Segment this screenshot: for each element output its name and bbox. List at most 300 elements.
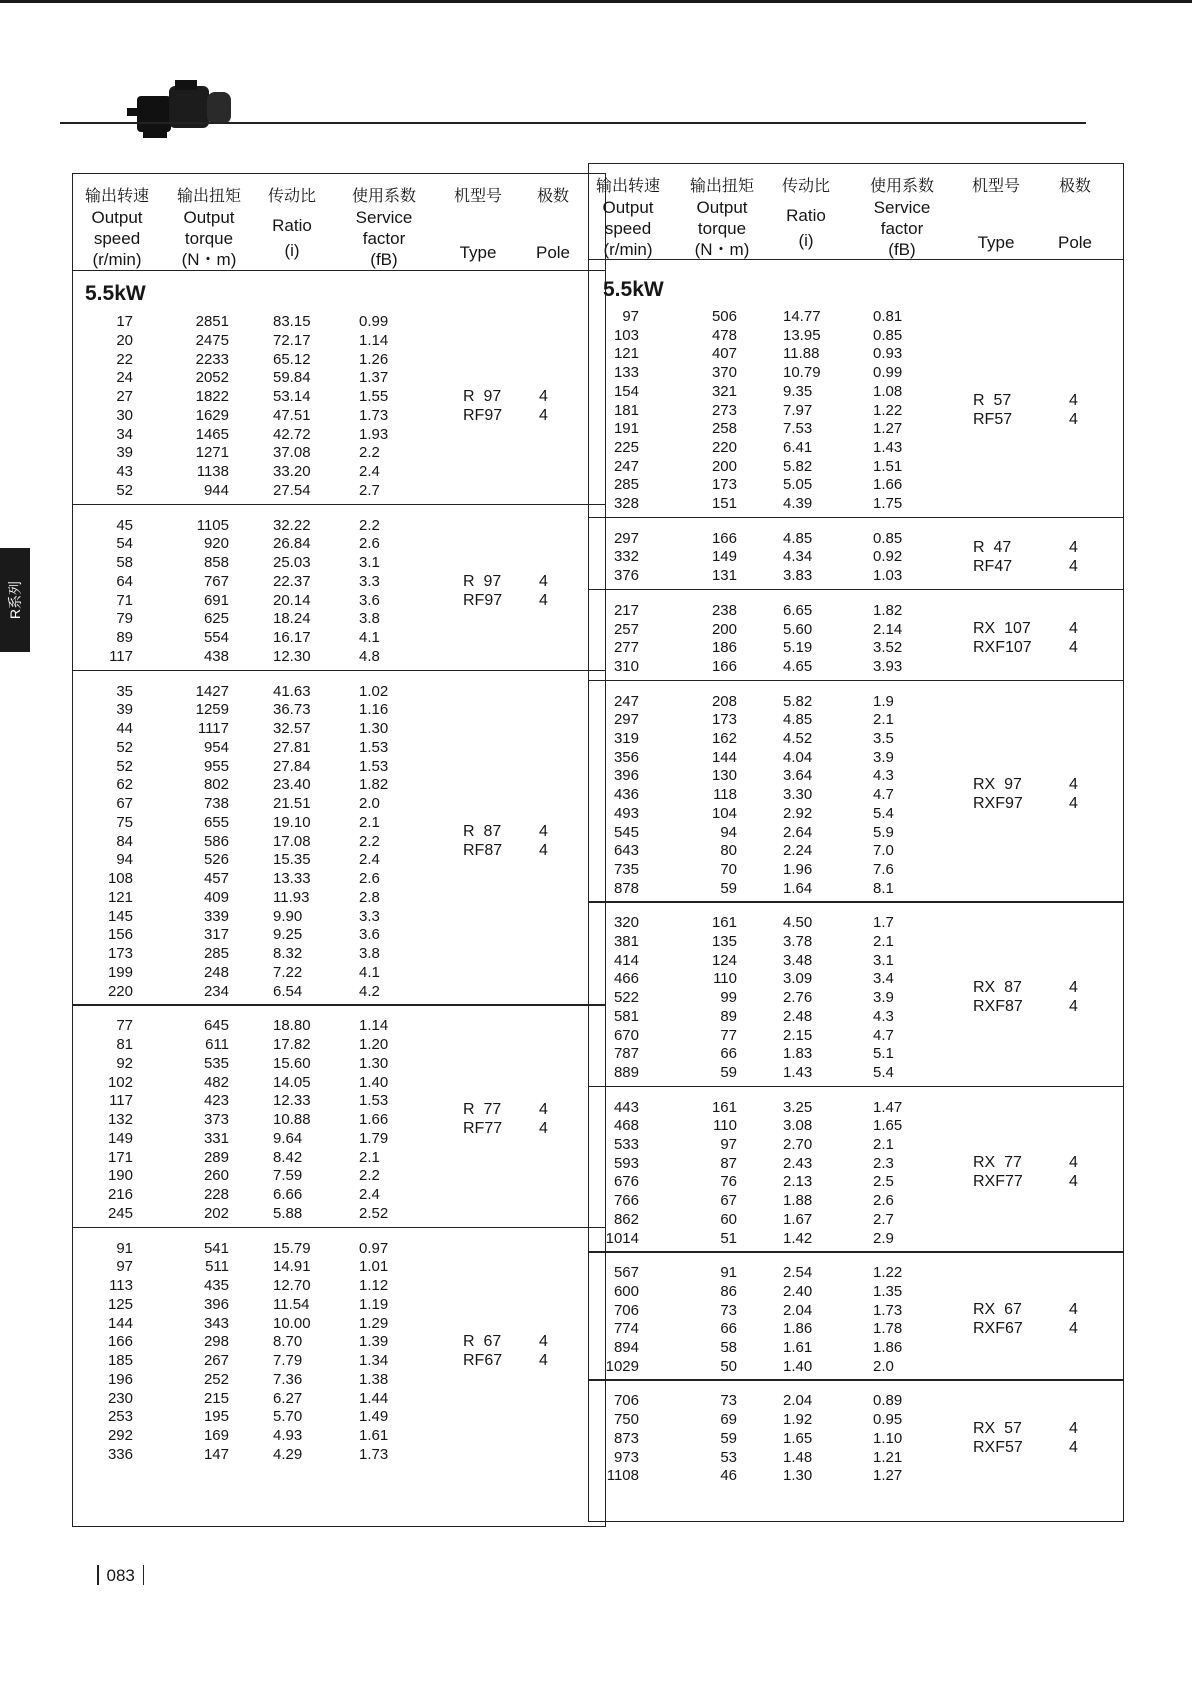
ratio-cell: 4.39: [783, 495, 813, 512]
model-type-line: [463, 1351, 559, 1370]
ratio-cell: 1.96: [783, 860, 813, 878]
group-divider: [73, 1227, 605, 1229]
torque-cell: 2233: [195, 350, 229, 368]
model-type-name: R 97: [463, 572, 502, 590]
factor-cell: 2.2: [359, 1167, 380, 1185]
ratio-cell: 32.57: [273, 720, 311, 737]
col-torque-unit: (N・m): [694, 240, 750, 259]
ratio-cell: 12.33: [273, 1092, 311, 1110]
ratio-cell: 32.22: [273, 516, 311, 534]
ratio-cell: 11.54: [273, 1295, 310, 1313]
power-rating: 5.5kW: [603, 278, 664, 301]
torque-cell: 267: [203, 1352, 229, 1369]
torque-cell: 248: [203, 963, 229, 981]
pole-value: 4: [539, 1120, 548, 1138]
factor-cell: 1.29: [359, 1314, 389, 1332]
ratio-cell: 3.83: [783, 567, 813, 585]
speed-cell: 181: [613, 401, 639, 419]
pole-value: 4: [1069, 620, 1078, 638]
ratio-cell: 7.53: [783, 420, 813, 438]
torque-cell: 331: [203, 1129, 229, 1147]
speed-cell: 522: [613, 989, 639, 1007]
factor-cell: 1.21: [873, 1448, 903, 1466]
model-type-block: [463, 1332, 559, 1370]
torque-cell: 46: [720, 1467, 737, 1485]
speed-cell: 676: [613, 1173, 639, 1191]
ratio-cell: 42.72: [273, 425, 311, 443]
torque-cell: 73: [720, 1301, 737, 1319]
speed-cell: 117: [109, 1092, 133, 1110]
col-ratio-cn: 传动比: [781, 178, 830, 195]
ratio-cell: 1.42: [783, 1229, 813, 1247]
torque-cell: 228: [203, 1186, 229, 1203]
speed-cell: 466: [613, 970, 639, 988]
factor-cell: 3.9: [873, 748, 894, 766]
pole-value: 4: [1069, 410, 1078, 428]
factor-cell: 0.92: [873, 548, 903, 566]
speed-cell: 253: [107, 1408, 133, 1426]
model-type-line: [973, 1319, 1089, 1338]
group-divider: [73, 1004, 605, 1006]
factor-cell: 2.6: [359, 535, 380, 553]
model-type-name: RF87: [463, 841, 503, 859]
factor-cell: 1.66: [359, 1111, 389, 1128]
ratio-cell: 9.90: [273, 907, 303, 925]
torque-cell: 1105: [196, 516, 229, 534]
speed-cell: 310: [613, 657, 639, 675]
pole-value: 4: [1069, 979, 1078, 997]
model-type-block: [463, 822, 559, 860]
torque-cell: 457: [203, 870, 229, 887]
torque-cell: 215: [203, 1389, 229, 1407]
factor-cell: 1.37: [359, 369, 389, 387]
left-table: [72, 173, 606, 1527]
ratio-cell: 4.50: [783, 914, 813, 932]
speed-cell: 225: [613, 438, 639, 456]
col-ratio-en: Ratio: [786, 206, 826, 225]
speed-cell: 862: [613, 1210, 639, 1228]
torque-cell: 149: [711, 548, 737, 566]
model-type-name: RX 67: [973, 1301, 1022, 1319]
speed-cell: 297: [613, 711, 639, 729]
speed-cell: 71: [116, 591, 133, 609]
torque-cell: 1117: [197, 720, 229, 737]
factor-cell: 2.1: [359, 1148, 380, 1166]
factor-cell: 1.78: [873, 1320, 903, 1338]
factor-cell: 1.27: [873, 420, 903, 438]
ratio-cell: 15.79: [273, 1239, 311, 1257]
ratio-cell: 53.14: [273, 388, 311, 405]
ratio-cell: 10.79: [783, 364, 821, 382]
torque-cell: 173: [711, 711, 737, 729]
speed-cell: 39: [116, 701, 133, 719]
ratio-cell: 14.91: [273, 1258, 311, 1276]
speed-cell: 91: [116, 1239, 133, 1257]
model-type-name: RXF97: [973, 795, 1023, 813]
speed-cell: 297: [613, 529, 639, 547]
model-type-name: RX 77: [973, 1154, 1022, 1172]
speed-cell: 600: [613, 1282, 639, 1300]
ratio-cell: 5.60: [783, 620, 813, 638]
ratio-cell: 27.84: [273, 757, 311, 775]
model-type-name: RXF67: [973, 1320, 1023, 1338]
ratio-cell: 8.70: [273, 1333, 303, 1351]
torque-cell: 409: [203, 888, 229, 906]
pole-value: 4: [1069, 795, 1078, 813]
factor-cell: 0.85: [873, 529, 903, 547]
torque-cell: 252: [203, 1370, 229, 1388]
speed-cell: 196: [107, 1370, 133, 1388]
group-divider: [589, 680, 1123, 682]
torque-cell: 289: [203, 1148, 229, 1166]
torque-cell: 118: [713, 786, 737, 804]
model-type-block: [973, 1300, 1089, 1338]
page-top-edge: [0, 0, 1192, 3]
factor-cell: 2.0: [359, 795, 380, 812]
factor-cell: 5.4: [873, 1063, 894, 1081]
speed-cell: 113: [109, 1277, 133, 1294]
model-type-line: [463, 1100, 559, 1119]
factor-cell: 2.4: [359, 463, 380, 480]
speed-cell: 102: [107, 1073, 133, 1091]
model-type-block: [463, 1100, 559, 1138]
factor-cell: 1.66: [873, 476, 903, 494]
speed-cell: 774: [613, 1320, 639, 1338]
torque-cell: 173: [711, 476, 737, 494]
torque-cell: 554: [203, 629, 229, 646]
ratio-cell: 2.70: [783, 1136, 813, 1153]
ratio-cell: 41.63: [273, 682, 311, 700]
ratio-cell: 47.51: [273, 406, 311, 424]
ratio-cell: 6.41: [783, 438, 813, 456]
torque-cell: 195: [203, 1408, 229, 1426]
model-type-line: [973, 1300, 1089, 1319]
factor-cell: 1.44: [359, 1389, 389, 1407]
torque-cell: 535: [203, 1054, 229, 1072]
factor-cell: 1.19: [359, 1295, 389, 1313]
ratio-cell: 25.03: [273, 554, 311, 571]
speed-cell: 45: [116, 516, 133, 534]
torque-cell: 208: [711, 692, 737, 710]
speed-cell: 643: [613, 842, 639, 860]
speed-cell: 27: [116, 388, 133, 405]
model-type-block: [973, 978, 1089, 1016]
factor-cell: 1.51: [873, 457, 903, 475]
factor-cell: 7.6: [873, 860, 894, 878]
speed-cell: 414: [613, 951, 639, 969]
torque-cell: 77: [720, 1026, 737, 1044]
pole-value: 4: [1069, 998, 1078, 1016]
speed-cell: 217: [613, 601, 639, 619]
torque-cell: 625: [203, 610, 229, 628]
torque-cell: 130: [711, 767, 737, 785]
factor-cell: 2.6: [873, 1192, 894, 1210]
speed-cell: 108: [107, 870, 133, 887]
speed-cell: 154: [613, 382, 639, 400]
section-tab-label: R系列: [7, 580, 23, 620]
ratio-cell: 4.93: [273, 1427, 303, 1444]
factor-cell: 1.34: [359, 1352, 389, 1369]
ratio-cell: 7.79: [273, 1352, 303, 1369]
col-torque-en: Output: [183, 208, 235, 227]
torque-cell: 99: [720, 989, 737, 1007]
torque-cell: 166: [711, 529, 737, 547]
ratio-cell: 18.80: [273, 1017, 311, 1035]
speed-cell: 381: [613, 933, 639, 950]
torque-cell: 60: [720, 1210, 737, 1228]
torque-cell: 97: [720, 1136, 737, 1153]
torque-cell: 58: [720, 1339, 737, 1356]
col-torque-header: [683, 176, 761, 260]
pole-value: 4: [1069, 1173, 1078, 1191]
ratio-cell: 10.88: [273, 1111, 311, 1128]
ratio-cell: 33.20: [273, 463, 311, 480]
torque-cell: 124: [711, 951, 737, 969]
col-factor-en: Service: [355, 208, 413, 227]
torque-cell: 373: [203, 1111, 229, 1128]
ratio-cell: 18.24: [273, 610, 311, 628]
gearmotor-icon: [125, 78, 235, 140]
torque-cell: 611: [205, 1036, 229, 1053]
pole-value: 4: [1069, 1420, 1078, 1438]
torque-cell: 161: [711, 914, 737, 932]
pole-value: 4: [539, 1101, 548, 1119]
ratio-cell: 5.88: [273, 1204, 303, 1222]
speed-cell: 277: [613, 639, 639, 657]
group-divider: [589, 589, 1123, 591]
speed-cell: 1014: [605, 1229, 639, 1247]
torque-cell: 258: [711, 420, 737, 438]
col-torque-en: torque: [697, 219, 747, 238]
torque-cell: 954: [203, 738, 229, 756]
speed-cell: 230: [107, 1389, 133, 1407]
torque-cell: 1138: [196, 463, 229, 480]
speed-cell: 878: [613, 879, 639, 897]
col-factor-en: factor: [880, 219, 924, 238]
ratio-cell: 13.33: [273, 870, 311, 887]
speed-cell: 493: [613, 804, 639, 822]
speed-cell: 787: [613, 1045, 639, 1063]
ratio-cell: 3.78: [783, 933, 813, 950]
col-torque-unit: (N・m): [181, 250, 237, 269]
factor-cell: 2.2: [359, 516, 380, 534]
torque-cell: 2052: [195, 369, 229, 387]
factor-cell: 3.6: [359, 591, 380, 609]
factor-cell: 0.89: [873, 1392, 903, 1410]
ratio-cell: 6.65: [783, 601, 813, 619]
torque-cell: 802: [203, 776, 229, 794]
model-type-line: [463, 1332, 559, 1351]
ratio-cell: 4.29: [273, 1445, 303, 1463]
model-type-line: [463, 822, 559, 841]
factor-cell: 2.3: [873, 1154, 894, 1172]
ratio-cell: 2.04: [783, 1301, 813, 1319]
ratio-cell: 3.48: [783, 951, 813, 969]
ratio-cell: 4.85: [783, 529, 813, 547]
ratio-cell: 19.10: [273, 813, 311, 831]
speed-cell: 77: [116, 1017, 133, 1035]
model-type-name: RF57: [973, 410, 1013, 428]
factor-cell: 5.9: [873, 823, 894, 841]
ratio-cell: 6.27: [273, 1389, 303, 1407]
ratio-cell: 5.19: [783, 639, 813, 657]
col-pole-en: Pole: [535, 243, 571, 262]
col-ratio-cn: 传动比: [267, 188, 316, 205]
col-factor-en: Service: [873, 198, 931, 217]
model-type-line: [973, 1172, 1089, 1191]
ratio-cell: 3.64: [783, 767, 813, 785]
torque-cell: 1271: [195, 444, 229, 462]
col-ratio-unit: (i): [798, 231, 814, 250]
model-type-name: RXF107: [973, 639, 1032, 657]
col-type-header: [447, 186, 509, 266]
col-speed-en: speed: [93, 229, 141, 248]
factor-cell: 1.73: [359, 406, 389, 424]
col-factor-unit: (fB): [888, 240, 916, 259]
torque-cell: 131: [711, 567, 737, 585]
model-type-line: [463, 406, 559, 425]
factor-cell: 2.8: [359, 888, 380, 906]
model-type-name: RX 107: [973, 620, 1031, 638]
speed-cell: 185: [107, 1352, 133, 1369]
factor-cell: 2.1: [873, 933, 894, 950]
model-type-name: RF97: [463, 591, 503, 609]
factor-cell: 3.4: [873, 970, 894, 988]
speed-cell: 533: [613, 1136, 639, 1153]
factor-cell: 2.6: [359, 870, 380, 887]
speed-cell: 44: [116, 720, 133, 737]
speed-cell: 125: [107, 1295, 133, 1313]
torque-cell: 396: [203, 1295, 229, 1313]
torque-cell: 87: [720, 1154, 737, 1172]
model-type-name: R 77: [463, 1101, 502, 1119]
factor-cell: 1.22: [873, 401, 903, 419]
factor-cell: 1.38: [359, 1370, 389, 1388]
torque-cell: 161: [711, 1098, 737, 1116]
speed-cell: 1108: [606, 1467, 639, 1485]
speed-cell: 319: [613, 730, 639, 747]
ratio-cell: 1.30: [783, 1467, 813, 1485]
torque-cell: 59: [720, 1063, 737, 1081]
model-type-block: [973, 391, 1089, 429]
torque-cell: 66: [720, 1320, 737, 1338]
speed-cell: 216: [107, 1186, 133, 1203]
torque-cell: 655: [203, 813, 229, 831]
factor-cell: 1.35: [873, 1282, 903, 1300]
speed-cell: 173: [107, 945, 133, 962]
model-type-name: RX 57: [973, 1420, 1022, 1438]
speed-cell: 81: [116, 1036, 133, 1053]
model-type-line: [463, 591, 559, 610]
speed-cell: 247: [613, 457, 639, 475]
factor-cell: 1.43: [873, 438, 903, 456]
ratio-cell: 7.59: [273, 1167, 303, 1185]
speed-cell: 1029: [605, 1357, 639, 1375]
factor-cell: 0.99: [359, 313, 389, 330]
factor-cell: 0.85: [873, 326, 903, 344]
speed-cell: 62: [116, 776, 133, 794]
left-table-header: [73, 174, 605, 271]
speed-cell: 171: [107, 1148, 133, 1166]
factor-cell: 0.81: [873, 308, 903, 325]
pole-value: 4: [539, 387, 548, 405]
pole-value: 4: [1069, 1439, 1078, 1457]
ratio-cell: 14.77: [783, 308, 821, 325]
group-divider: [589, 1251, 1123, 1253]
ratio-cell: 83.15: [273, 313, 311, 330]
speed-cell: 332: [613, 548, 639, 566]
speed-cell: 545: [613, 823, 639, 841]
speed-cell: 889: [613, 1063, 639, 1081]
factor-cell: 2.9: [873, 1229, 894, 1247]
torque-cell: 53: [720, 1448, 737, 1466]
col-torque-header: [171, 186, 247, 270]
factor-cell: 8.1: [873, 879, 894, 897]
ratio-cell: 1.67: [783, 1210, 813, 1228]
group-divider: [589, 517, 1123, 519]
col-speed-header: [589, 176, 667, 260]
model-type-line: [463, 1119, 559, 1138]
col-factor-header: [861, 176, 943, 260]
speed-cell: 245: [107, 1204, 133, 1222]
speed-cell: 84: [116, 832, 133, 850]
speed-cell: 121: [107, 888, 133, 906]
torque-cell: 200: [711, 620, 737, 638]
speed-cell: 247: [613, 692, 639, 710]
factor-cell: 1.30: [359, 720, 389, 737]
ratio-cell: 1.92: [783, 1411, 813, 1429]
factor-cell: 2.1: [873, 1136, 894, 1153]
ratio-cell: 2.04: [783, 1392, 813, 1410]
pole-value: 4: [539, 406, 548, 424]
ratio-cell: 13.95: [783, 326, 821, 344]
pole-value: 4: [539, 1333, 548, 1350]
speed-cell: 144: [107, 1314, 133, 1332]
pole-value: 4: [1069, 639, 1078, 657]
torque-cell: 94: [720, 823, 737, 841]
ratio-cell: 5.05: [783, 476, 813, 494]
model-type-line: [463, 387, 559, 406]
factor-cell: 5.4: [873, 804, 894, 822]
factor-cell: 2.2: [359, 444, 380, 462]
torque-cell: 2851: [195, 313, 229, 330]
torque-cell: 144: [711, 748, 737, 766]
speed-cell: 52: [116, 738, 133, 756]
ratio-cell: 17.82: [273, 1036, 311, 1053]
speed-cell: 89: [116, 629, 133, 646]
torque-cell: 76: [720, 1173, 737, 1191]
torque-cell: 260: [203, 1167, 229, 1185]
ratio-cell: 59.84: [273, 369, 311, 387]
torque-cell: 1629: [195, 406, 229, 424]
col-ratio-header: [259, 186, 325, 261]
ratio-cell: 2.13: [783, 1173, 813, 1191]
torque-cell: 69: [720, 1411, 737, 1429]
model-type-line: [973, 775, 1089, 794]
ratio-cell: 5.82: [783, 457, 813, 475]
model-type-name: RF67: [463, 1352, 503, 1369]
ratio-cell: 2.24: [783, 842, 813, 860]
ratio-cell: 9.64: [273, 1129, 303, 1147]
speed-cell: 376: [613, 567, 639, 585]
model-type-name: RX 87: [973, 979, 1022, 997]
factor-cell: 1.47: [873, 1098, 903, 1116]
model-type-block: [973, 1419, 1089, 1457]
ratio-cell: 16.17: [273, 629, 311, 646]
factor-cell: 3.8: [359, 945, 380, 962]
col-type-en: Type: [459, 243, 497, 262]
col-ratio-unit: (i): [284, 241, 300, 260]
